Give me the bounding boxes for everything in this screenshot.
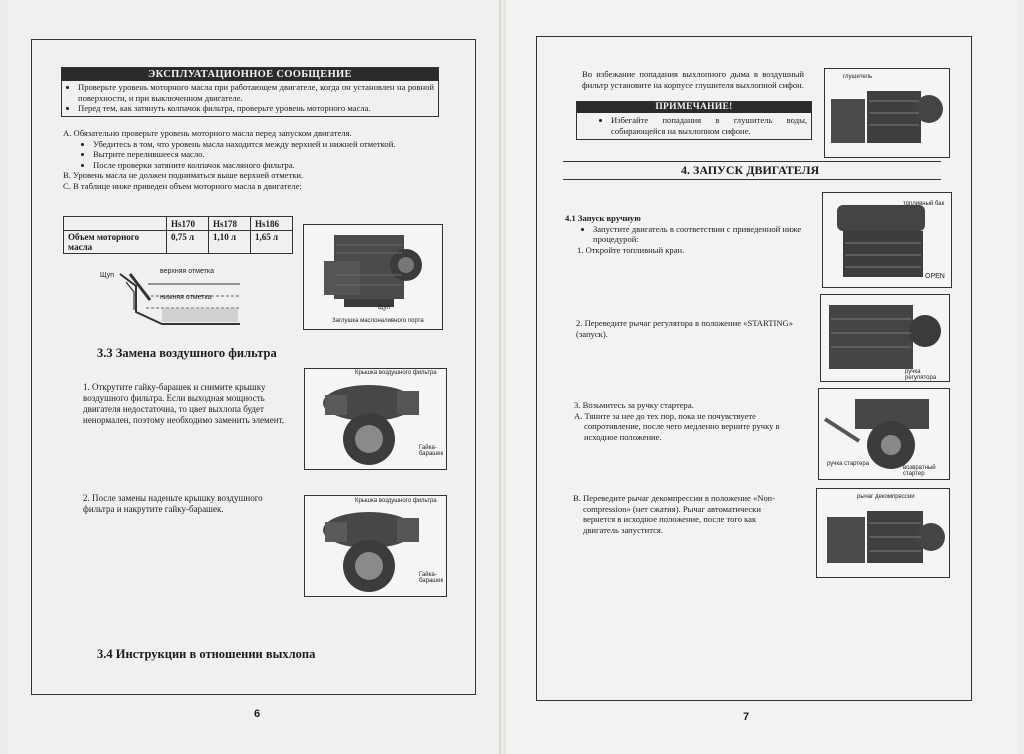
- table-cell: 0,75 л: [167, 231, 209, 254]
- oil-volume-table: [63, 216, 293, 254]
- wing-nut-callout: Гайка-барашек: [419, 572, 444, 584]
- table-cell: 1,10 л: [209, 231, 251, 254]
- dipstick-callout: Щуп: [378, 305, 391, 311]
- note-title: ПРИМЕЧАНИЕ!: [577, 102, 811, 113]
- muffler-callout: глушитель: [843, 74, 873, 80]
- oil-step-c: C. В таблице ниже приведен объем моторного масла в двигателе:: [63, 180, 302, 191]
- fuel-tank-photo: [822, 192, 952, 288]
- wing-nut-callout: Гайка-барашек: [419, 445, 444, 457]
- filter-cover-callout: Крышка воздушного фильтра: [355, 370, 437, 376]
- warning-item: • Перед тем, как затянуть колпачок фильтра, проверьте уровень моторного масла.: [78, 103, 434, 114]
- start-step-3a-text: A. Тяните за нее до тех пор, пока не почувствуете сопротивление, после чего медленно верните ручку в исходное положение.: [574, 410, 780, 442]
- oil-instructions: [63, 128, 437, 192]
- engine-illustration: [304, 225, 442, 329]
- table-header-cell: [64, 217, 167, 231]
- table-header-cell: Hs170: [167, 217, 209, 231]
- start-step-1: 1. Откройте топливный кран.: [577, 244, 685, 255]
- operational-warning-box: [61, 67, 439, 117]
- fuel-tank-callout: топливный бак: [903, 201, 945, 207]
- oil-step-a: A. Обязательно проверьте уровень моторного масла перед запуском двигателя.: [63, 128, 352, 138]
- manual-start-block: [565, 213, 810, 255]
- dipstick-label: Щуп: [100, 272, 115, 279]
- page-number-left: 6: [254, 708, 261, 720]
- starter-handle-callout: ручка стартера: [827, 461, 870, 467]
- air-filter-photo-1: [304, 368, 447, 470]
- oil-bullet: • Убедитесь в том, что уровень масла находится между верхней и нижней отметкой.: [93, 139, 437, 150]
- recoil-starter-callout: возвратный стартер: [903, 465, 936, 477]
- oil-plug-callout: Заглушка маслоналивного порта: [332, 318, 424, 324]
- fuel-open-callout: OPEN: [925, 273, 945, 280]
- oil-step-b: B. Уровень масла не должен подниматься выше верхней отметки.: [63, 170, 304, 181]
- note-box: [576, 101, 812, 140]
- starter-photo: [818, 388, 950, 480]
- upper-mark-label: верхняя отметка: [160, 268, 214, 275]
- decompression-photo: [816, 488, 950, 578]
- filter-step-2: 2. После замены наденьте крышку воздушного фильтра и накрутите гайку-барашек.: [83, 493, 263, 514]
- decompression-callout: рычаг декомпрессии: [857, 494, 915, 500]
- table-cell: 1,65 л: [251, 231, 293, 254]
- oil-bullet: • Вытрите перелившееся масло.: [93, 149, 437, 160]
- start-step-3-text: 3. Возьмитесь за ручку стартера.: [574, 400, 694, 410]
- engine-illustration: [817, 489, 949, 577]
- manual-start-bullet: • Запустите двигатель в соответствии с приведенной ниже процедурой:: [593, 224, 810, 245]
- page-number-right: 7: [743, 711, 750, 723]
- table-header-cell: Hs178: [209, 217, 251, 231]
- start-step-3: [574, 400, 794, 442]
- filter-cover-callout: Крышка воздушного фильтра: [355, 498, 437, 504]
- manual-start-title: 4.1 Запуск вручную: [565, 213, 641, 223]
- section-divider: [563, 161, 941, 162]
- section-4-title: 4. ЗАПУСК ДВИГАТЕЛЯ: [681, 163, 820, 177]
- table-row: [64, 231, 293, 254]
- exhaust-instruction: Во избежание попадания выхлопного дыма в воздушный фильтр установите на корпусе глушителя выхлопной сифон.: [582, 69, 804, 90]
- engine-illustration: [825, 69, 949, 157]
- section-divider: [563, 179, 941, 180]
- section-3-4-title: 3.4 Инструкции в отношении выхлопа: [97, 647, 316, 661]
- engine-oil-photo: [303, 224, 443, 330]
- note-item: • Избегайте попадания в глушитель воды, собирающейся на выхлопном сифоне.: [611, 115, 807, 136]
- table-header-cell: Hs186: [251, 217, 293, 231]
- warning-title: ЭКСПЛУАТАЦИОННОЕ СООБЩЕНИЕ: [62, 68, 438, 81]
- start-step-2: 2. Переведите рычаг регулятора в положение «STARTING» (запуск).: [576, 318, 794, 339]
- oil-bullet: • После проверки затяните колпачок масляного фильтра.: [93, 160, 437, 171]
- lower-mark-label: нижняя отметка: [160, 294, 212, 301]
- table-header-row: [64, 217, 293, 231]
- section-3-3-title: 3.3 Замена воздушного фильтра: [97, 346, 277, 360]
- governor-photo: [820, 294, 950, 382]
- decompression-step: B. Переведите рычаг декомпрессии в положение «Non-compression» (нет сжатия). Рычаг автоматически вернется в исходное положение, после того как двигатель запустится.: [573, 493, 775, 535]
- warning-item: • Проверьте уровень моторного масла при работающем двигателе, когда он установлен на ровной поверхности, и при выключенном двигателе.: [78, 82, 434, 103]
- governor-callout: ручка регулятора: [905, 369, 937, 381]
- table-row-label: Объем моторного масла: [64, 231, 167, 254]
- muffler-photo: [824, 68, 950, 158]
- air-filter-photo-2: [304, 495, 447, 597]
- filter-step-1: 1. Открутите гайку-барашек и снимите крышку воздушного фильтра. Если выходная мощность двигателя недостаточна, то цвет выхлопа будет ненормален, поэтому необходимо заменить элемент.: [83, 382, 285, 425]
